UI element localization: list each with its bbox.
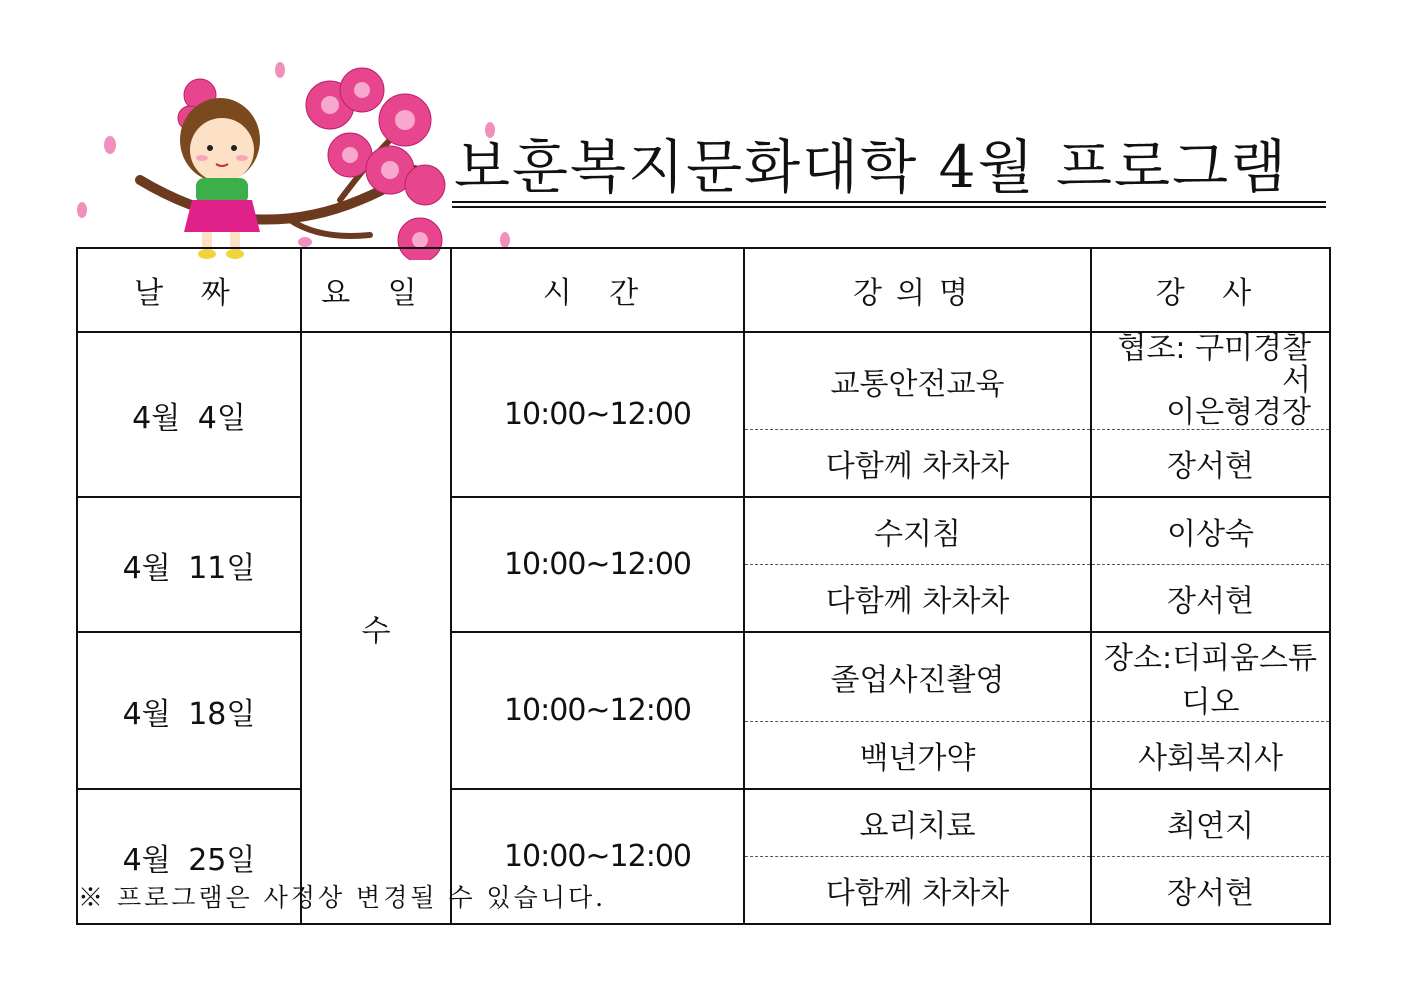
date-cell: 4월 4일 xyxy=(77,332,301,497)
page-title: 보훈복지문화대학 4월 프로그램 xyxy=(454,133,1289,201)
lecture-cell: 백년가약 xyxy=(744,722,1091,790)
lecture-cell: 다함께 차차차 xyxy=(744,857,1091,925)
lecture-cell: 졸업사진촬영 xyxy=(744,632,1091,722)
header-row xyxy=(77,248,1330,332)
instructor-cell: 장소:더피움스튜디오 xyxy=(1091,632,1330,722)
table-row xyxy=(77,632,1330,722)
title-underline xyxy=(452,201,1326,203)
header-day: 요 일 xyxy=(301,248,451,332)
instructor-cell xyxy=(1091,332,1330,430)
time-cell: 10:00~12:00 xyxy=(451,497,744,632)
time-cell: 10:00~12:00 xyxy=(451,332,744,497)
time-cell: 10:00~12:00 xyxy=(451,789,744,924)
header-lecture: 강의명 xyxy=(744,248,1091,332)
lecture-cell: 요리치료 xyxy=(744,789,1091,857)
schedule-table xyxy=(76,247,1331,925)
date-cell: 4월 11일 xyxy=(77,497,301,632)
girl-figure xyxy=(180,98,260,259)
instructor-cell: 장서현 xyxy=(1091,565,1330,633)
header-time: 시 간 xyxy=(451,248,744,332)
lecture-cell: 수지침 xyxy=(744,497,1091,565)
table-row xyxy=(77,497,1330,565)
date-cell: 4월 18일 xyxy=(77,632,301,789)
instructor-cell: 사회복지사 xyxy=(1091,722,1330,790)
lecture-cell: 교통안전교육 xyxy=(744,332,1091,430)
day-cell: 수 xyxy=(301,332,451,924)
instructor-cell: 최연지 xyxy=(1091,789,1330,857)
instructor-cell: 장서현 xyxy=(1091,857,1330,925)
instructor-line: 이은형경장 xyxy=(1166,395,1311,430)
table-row xyxy=(77,789,1330,857)
lecture-cell: 다함께 차차차 xyxy=(744,565,1091,633)
footnote: ※ 프로그램은 사정상 변경될 수 있습니다. xyxy=(78,883,607,912)
lecture-cell: 다함께 차차차 xyxy=(744,430,1091,498)
header-instructor: 강 사 xyxy=(1091,248,1330,332)
instructor-cell: 이상숙 xyxy=(1091,497,1330,565)
instructor-line: 협조: 구미경찰서 xyxy=(1117,331,1311,398)
time-cell: 10:00~12:00 xyxy=(451,632,744,789)
table-row xyxy=(77,332,1330,430)
instructor-cell: 장서현 xyxy=(1091,430,1330,498)
header-date: 날 짜 xyxy=(77,248,301,332)
title-underline-double xyxy=(452,206,1326,208)
date-cell: 4월 25일 xyxy=(77,789,301,924)
